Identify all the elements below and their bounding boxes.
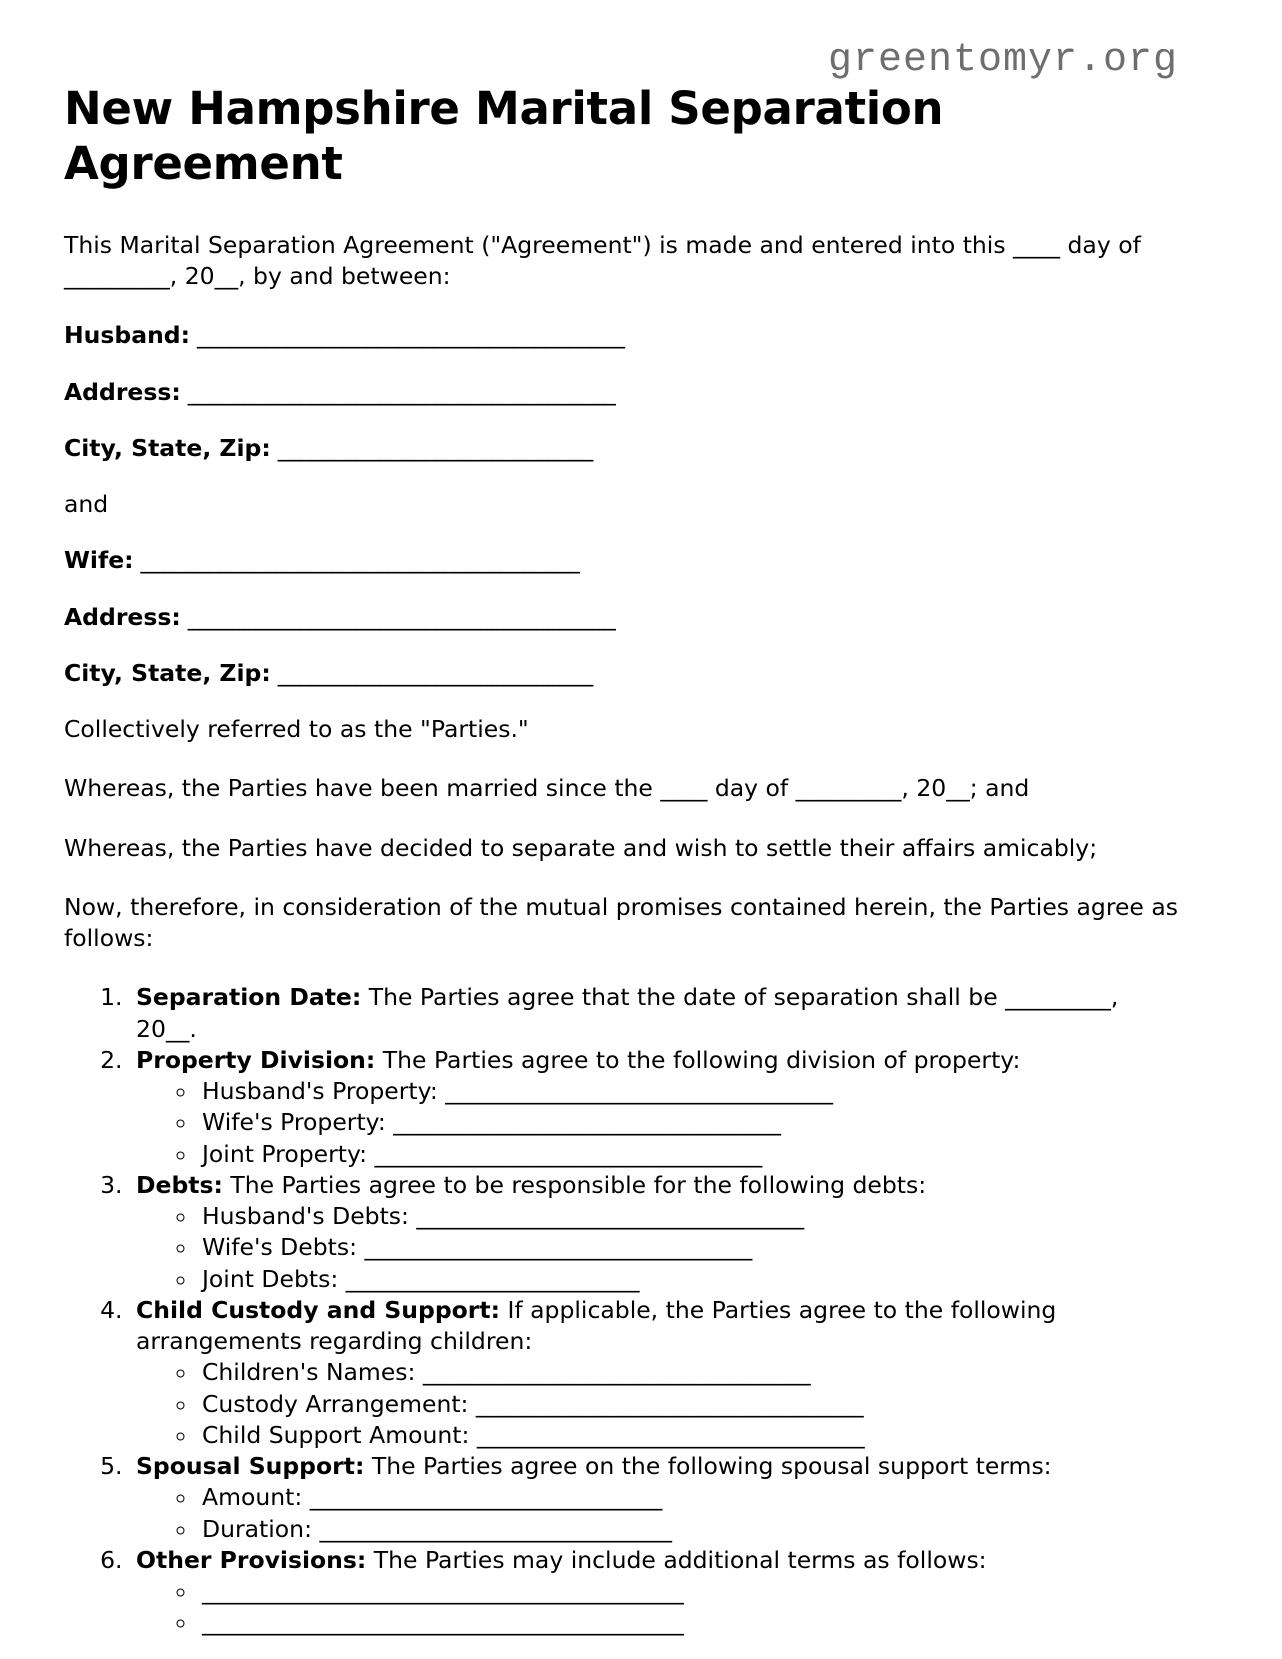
husband-city-blank: ____________________________ [270,433,593,462]
husband-address-field [64,377,1182,408]
clause-subitems [136,1482,1182,1545]
husband-address-label: Address: [64,377,181,406]
wife-city-field [64,658,1182,689]
wife-address-field [64,602,1182,633]
clause-text [136,1452,1052,1480]
clause-subitem: ◦ Wife's Property: _________________________________ [198,1107,1182,1138]
clause-body: The Parties agree that the date of separation shall be _________, 20__. [136,983,1119,1043]
clause-body: If applicable, the Parties agree to the following arrangements regarding children: [136,1295,1057,1356]
clause-subitem: ◦ _________________________________________ [198,1607,1182,1638]
clause-heading: Separation Date: [136,983,362,1012]
husband-city-field [64,433,1182,464]
husband-address-blank: ______________________________________ [180,377,616,406]
wife-label: Wife: [64,546,134,575]
clause-item [130,1451,1182,1545]
clause-subitem: ◦ Custody Arrangement: _________________________________ [198,1389,1182,1420]
clause-subitem: ◦ Husband's Property: _________________________________ [198,1076,1182,1107]
clause-subitem: ◦ Amount: ______________________________ [198,1482,1182,1513]
clause-text [136,983,1118,1042]
clause-subitems [136,1576,1182,1639]
clause-subitem: ◦ _________________________________________ [198,1576,1182,1607]
intro-paragraph: This Marital Separation Agreement ("Agreement") is made and entered into this ____ day of _________, 20__, by and between: [64,230,1141,291]
whereas-married-paragraph: Whereas, the Parties have been married since the ____ day of _________, 20__; and [64,774,1030,803]
conjunction-and: and [64,490,109,519]
clause-item [130,982,1182,1045]
clause-heading: Child Custody and Support: [136,1295,501,1324]
clause-subitems [136,1357,1182,1451]
clause-body: The Parties may include additional terms as follows: [366,1545,987,1574]
clause-subitem: ◦ Wife's Debts: _________________________________ [198,1232,1182,1263]
clause-heading: Property Division: [136,1045,376,1074]
husband-city-label: City, State, Zip: [64,433,271,462]
husband-label: Husband: [64,321,191,350]
clause-heading: Spousal Support: [136,1452,365,1481]
clause-subitem: ◦ Children's Names: _________________________________ [198,1357,1182,1388]
wife-blank: _______________________________________ [133,546,580,575]
clause-subitem: ◦ Child Support Amount: _________________________________ [198,1420,1182,1451]
clause-text [136,1546,987,1574]
clause-subitem: ◦ Joint Property: _________________________________ [198,1139,1182,1170]
clause-heading: Other Provisions: [136,1545,367,1574]
clause-item [130,1545,1182,1639]
wife-city-label: City, State, Zip: [64,658,271,687]
clause-item [130,1170,1182,1295]
clause-heading: Debts: [136,1170,223,1199]
husband-field [64,320,1182,351]
clause-text [136,1296,1056,1355]
clause-subitems [136,1076,1182,1170]
clause-subitem: ◦ Husband's Debts: _________________________________ [198,1201,1182,1232]
page-title: New Hampshire Marital Separation Agreement [64,82,944,190]
clause-body: The Parties agree on the following spousal support terms: [364,1452,1052,1481]
site-watermark: greentomyr.org [827,38,1178,83]
wife-address-blank: ______________________________________ [180,602,616,631]
document-body [64,82,1182,1639]
clause-item [130,1295,1182,1451]
clause-subitem: ◦ Joint Debts: _________________________ [198,1264,1182,1295]
clause-body: The Parties agree to be responsible for the following debts: [222,1170,927,1199]
clause-text [136,1046,1020,1074]
wife-field [64,545,1182,576]
clause-item [130,1045,1182,1170]
collectively-paragraph: Collectively referred to as the "Parties." [64,715,529,744]
wife-address-label: Address: [64,602,181,631]
clause-subitem: ◦ Duration: ______________________________ [198,1514,1182,1545]
wife-city-blank: ____________________________ [270,658,593,687]
clause-text [136,1171,926,1199]
clauses-list [64,982,1182,1638]
now-therefore-paragraph: Now, therefore, in consideration of the mutual promises contained herein, the Parties agree as follows: [64,892,1179,953]
whereas-separate-paragraph: Whereas, the Parties have decided to separate and wish to settle their affairs amicably; [64,833,1098,862]
husband-blank: ______________________________________ [190,321,625,350]
clause-subitems [136,1201,1182,1295]
clause-body: The Parties agree to the following division of property: [375,1045,1021,1074]
